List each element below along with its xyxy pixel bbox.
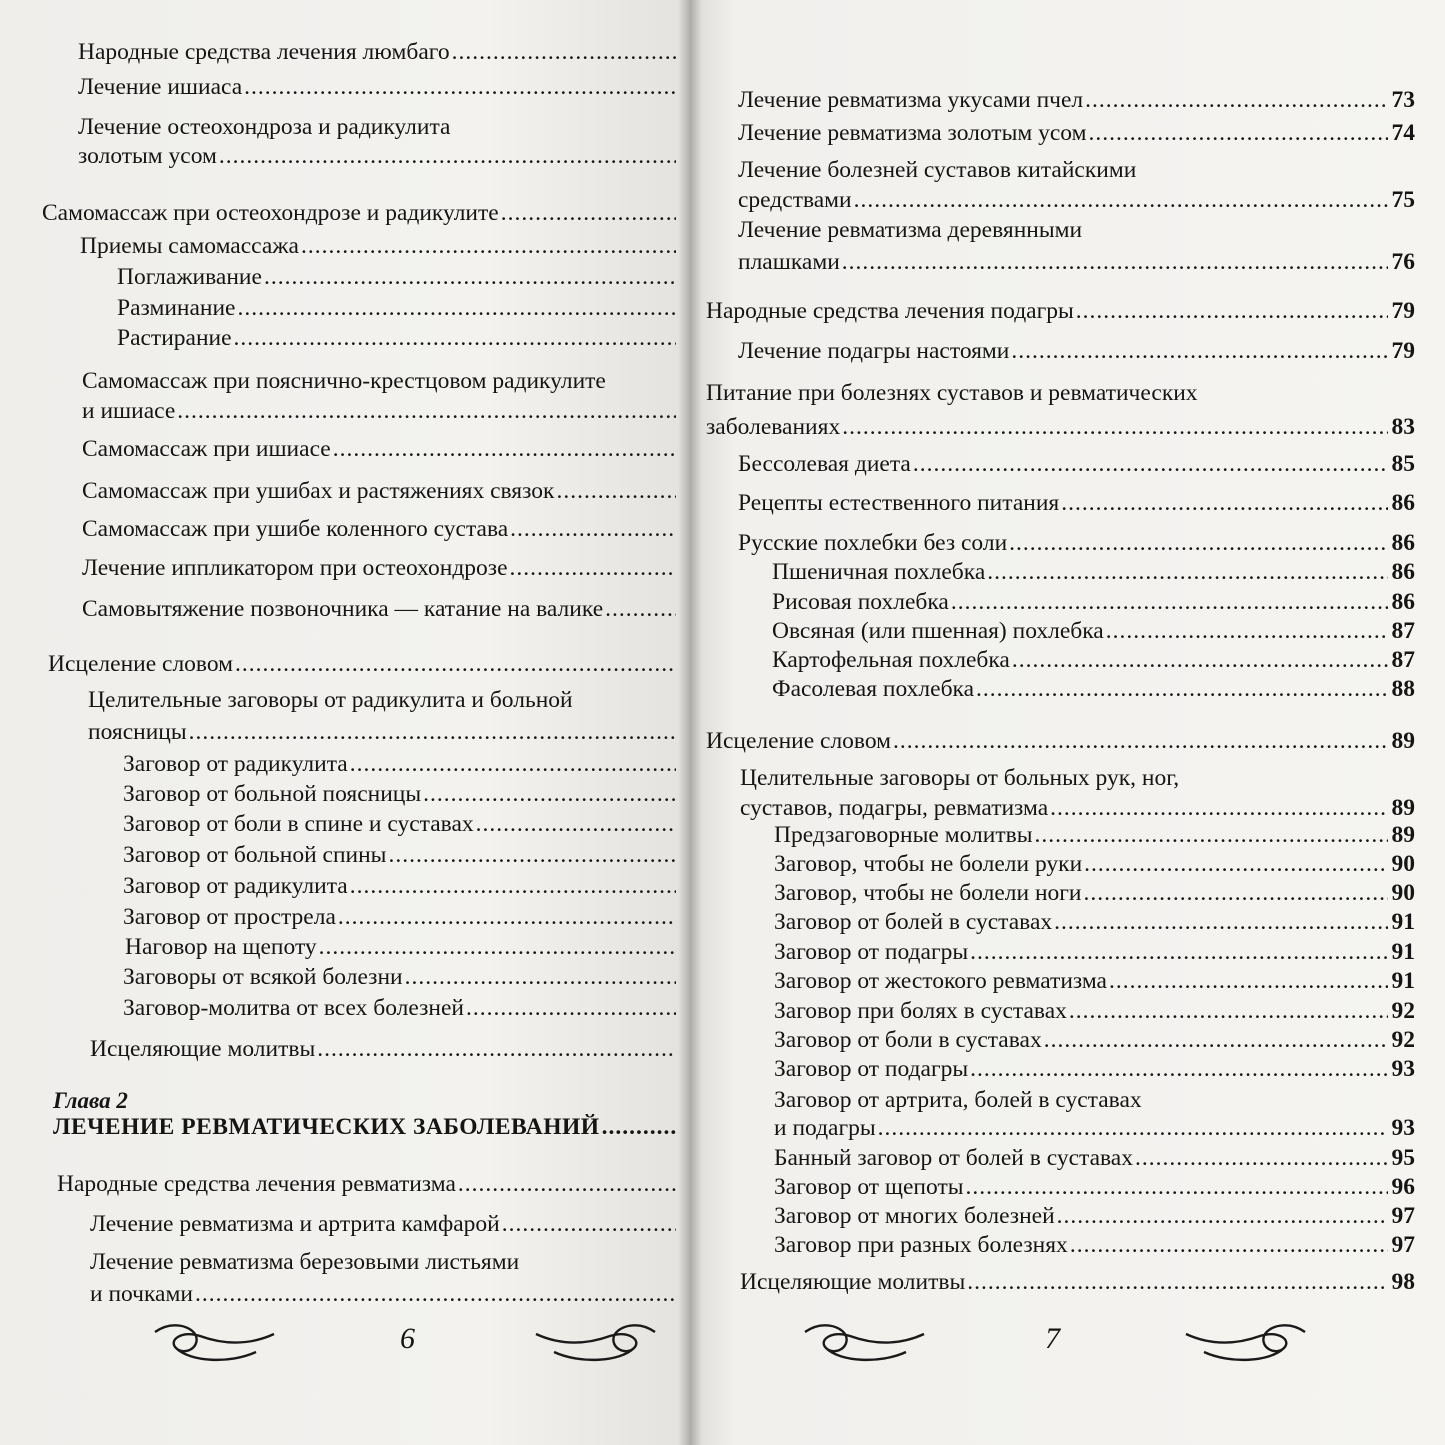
toc-subentry: Заговоры от всякой болезни ..... bbox=[123, 962, 678, 992]
toc-entry: золотым усом ..... bbox=[78, 141, 678, 171]
toc-subentry: Заговор при болях в суставах ..... 92 bbox=[774, 996, 1415, 1026]
toc-entry: Лечение ревматизма золотым усом ..... 74 bbox=[738, 118, 1415, 148]
toc-entry: Лечение ревматизма и артрита камфарой ..... bbox=[90, 1209, 678, 1239]
toc-entry: поясницы ..... bbox=[88, 717, 678, 747]
toc-subentry: Растирание ..... bbox=[117, 323, 678, 353]
toc-entry: и ишиасе ..... bbox=[82, 396, 678, 426]
flourish-ornament-icon bbox=[800, 1318, 930, 1368]
toc-subentry: Заговор от жестокого ревматизма ..... 91 bbox=[774, 966, 1415, 996]
page-number-left: 6 bbox=[400, 1322, 415, 1355]
toc-subentry: Фасолевая похлебка ..... 88 bbox=[772, 674, 1415, 704]
toc-subentry: Заговор от радикулита ..... bbox=[123, 749, 678, 779]
page-number-right: 7 bbox=[1045, 1322, 1060, 1355]
toc-subentry: Заговор-молитва от всех болезней ..... bbox=[123, 993, 678, 1023]
toc-entry: Самомассаж при ушибе коленного сустава ..... bbox=[82, 514, 678, 544]
toc-subentry: Заговор от боли в спине и суставах ..... bbox=[123, 809, 678, 839]
toc-subentry: Заговор при разных болезнях ..... 97 bbox=[774, 1230, 1415, 1260]
toc-subentry: Наговор на щепоту ..... bbox=[125, 932, 678, 962]
flourish-ornament-icon bbox=[150, 1318, 280, 1368]
toc-entry: Лечение подагры настоями ..... 79 bbox=[738, 336, 1415, 366]
toc-subentry: Картофельная похлебка ..... 87 bbox=[772, 645, 1415, 675]
toc-subentry: Заговор, чтобы не болели ноги ..... 90 bbox=[774, 878, 1415, 908]
toc-entry-first-line: Заговор от артрита, болей в суставах bbox=[774, 1087, 1142, 1113]
toc-subentry: Заговор от щепоты ..... 96 bbox=[774, 1172, 1415, 1202]
toc-subentry: Заговор, чтобы не болели руки ..... 90 bbox=[774, 849, 1415, 879]
toc-entry: и почками ..... bbox=[90, 1279, 678, 1309]
toc-subentry: Заговор от прострела ..... bbox=[123, 902, 678, 932]
toc-subentry: Овсяная (или пшенная) похлебка ..... 87 bbox=[772, 616, 1415, 646]
toc-subentry: Заговор от радикулита ..... bbox=[123, 871, 678, 901]
toc-entry-first-line: Целительные заговоры от радикулита и больной bbox=[88, 687, 573, 713]
toc-entry: Самовытяжение позвоночника — катание на валике ..... bbox=[82, 594, 678, 624]
toc-entry: Самомассаж при ушибах и растяжениях связок ..... bbox=[82, 476, 678, 506]
toc-entry-first-line: Лечение болезней суставов китайскими bbox=[738, 157, 1137, 183]
toc-entry-first-line: Самомассаж при пояснично-крестцовом радикулите bbox=[82, 368, 606, 394]
toc-entry: Народные средства лечения люмбаго ..... bbox=[78, 37, 678, 67]
toc-subentry: Заговор от больной поясницы ..... bbox=[123, 779, 678, 809]
toc-section: Самомассаж при остеохондрозе и радикулите ..... bbox=[42, 198, 678, 228]
toc-subentry: Заговор от подагры ..... 93 bbox=[774, 1054, 1415, 1084]
toc-entry: Исцеляющие молитвы ..... bbox=[90, 1034, 678, 1064]
chapter-title: ЛЕЧЕНИЕ РЕВМАТИЧЕСКИХ ЗАБОЛЕВАНИЙ ..... bbox=[53, 1112, 678, 1142]
toc-subentry: Заговор от боли в суставах ..... 92 bbox=[774, 1025, 1415, 1055]
toc-entry-first-line: Питание при болезнях суставов и ревматических bbox=[706, 380, 1198, 406]
toc-subentry: Пшеничная похлебка ..... 86 bbox=[772, 557, 1415, 587]
toc-entry-first-line: Лечение ревматизма деревянными bbox=[738, 217, 1083, 243]
toc-entry: Лечение ишиаса ..... bbox=[78, 72, 678, 102]
toc-entry-first-line: Лечение остеохондроза и радикулита bbox=[78, 114, 451, 140]
toc-subentry: и подагры ..... 93 bbox=[774, 1113, 1415, 1143]
toc-section: заболеваниях ..... 83 bbox=[706, 412, 1415, 442]
toc-entry: Лечение ревматизма укусами пчел ..... 73 bbox=[738, 85, 1415, 115]
toc-entry: Лечение иппликатором при остеохондрозе ..... bbox=[82, 553, 678, 583]
toc-entry: Русские похлебки без соли ..... 86 bbox=[738, 528, 1415, 558]
chapter-label: Глава 2 bbox=[53, 1088, 128, 1113]
toc-entry-first-line: Лечение ревматизма березовыми листьями bbox=[90, 1249, 520, 1275]
flourish-ornament-icon bbox=[1180, 1318, 1310, 1368]
toc-entry: Приемы самомассажа ..... bbox=[80, 231, 678, 261]
toc-entry-first-line: Целительные заговоры от больных рук, ног, bbox=[740, 765, 1180, 791]
toc-subentry: Заговор от болей в суставах ..... 91 bbox=[774, 907, 1415, 937]
flourish-ornament-icon bbox=[530, 1318, 660, 1368]
toc-section: Исцеление словом ..... 89 bbox=[706, 726, 1415, 756]
toc-section: Народные средства лечения подагры ..... 79 bbox=[706, 296, 1415, 326]
toc-entry: Бессолевая диета ..... 85 bbox=[738, 449, 1415, 479]
toc-subentry: Поглаживание ..... bbox=[117, 262, 678, 292]
toc-entry: Рецепты естественного питания ..... 86 bbox=[738, 488, 1415, 518]
toc-section: Исцеление словом ..... bbox=[48, 649, 678, 679]
toc-subentry: Предзаговорные молитвы ..... 89 bbox=[774, 820, 1415, 850]
right-page bbox=[690, 0, 1445, 1445]
toc-entry: средствами ..... 75 bbox=[738, 185, 1415, 215]
toc-subentry: Разминание ..... bbox=[117, 293, 678, 323]
toc-entry: суставов, подагры, ревматизма ..... 89 bbox=[740, 793, 1415, 823]
toc-section: Народные средства лечения ревматизма ..... bbox=[57, 1169, 678, 1199]
toc-entry: Самомассаж при ишиасе ..... bbox=[82, 434, 678, 464]
toc-entry: плашками ..... 76 bbox=[738, 247, 1415, 277]
book-gutter-shadow bbox=[678, 0, 702, 1445]
toc-subentry: Банный заговор от болей в суставах ..... 95 bbox=[774, 1143, 1415, 1173]
toc-subentry: Заговор от подагры ..... 91 bbox=[774, 937, 1415, 967]
toc-entry: Исцеляющие молитвы ..... 98 bbox=[740, 1267, 1415, 1297]
left-page bbox=[0, 0, 690, 1445]
toc-subentry: Заговор от многих болезней ..... 97 bbox=[774, 1201, 1415, 1231]
toc-subentry: Рисовая похлебка ..... 86 bbox=[772, 587, 1415, 617]
toc-subentry: Заговор от больной спины ..... bbox=[123, 840, 678, 870]
